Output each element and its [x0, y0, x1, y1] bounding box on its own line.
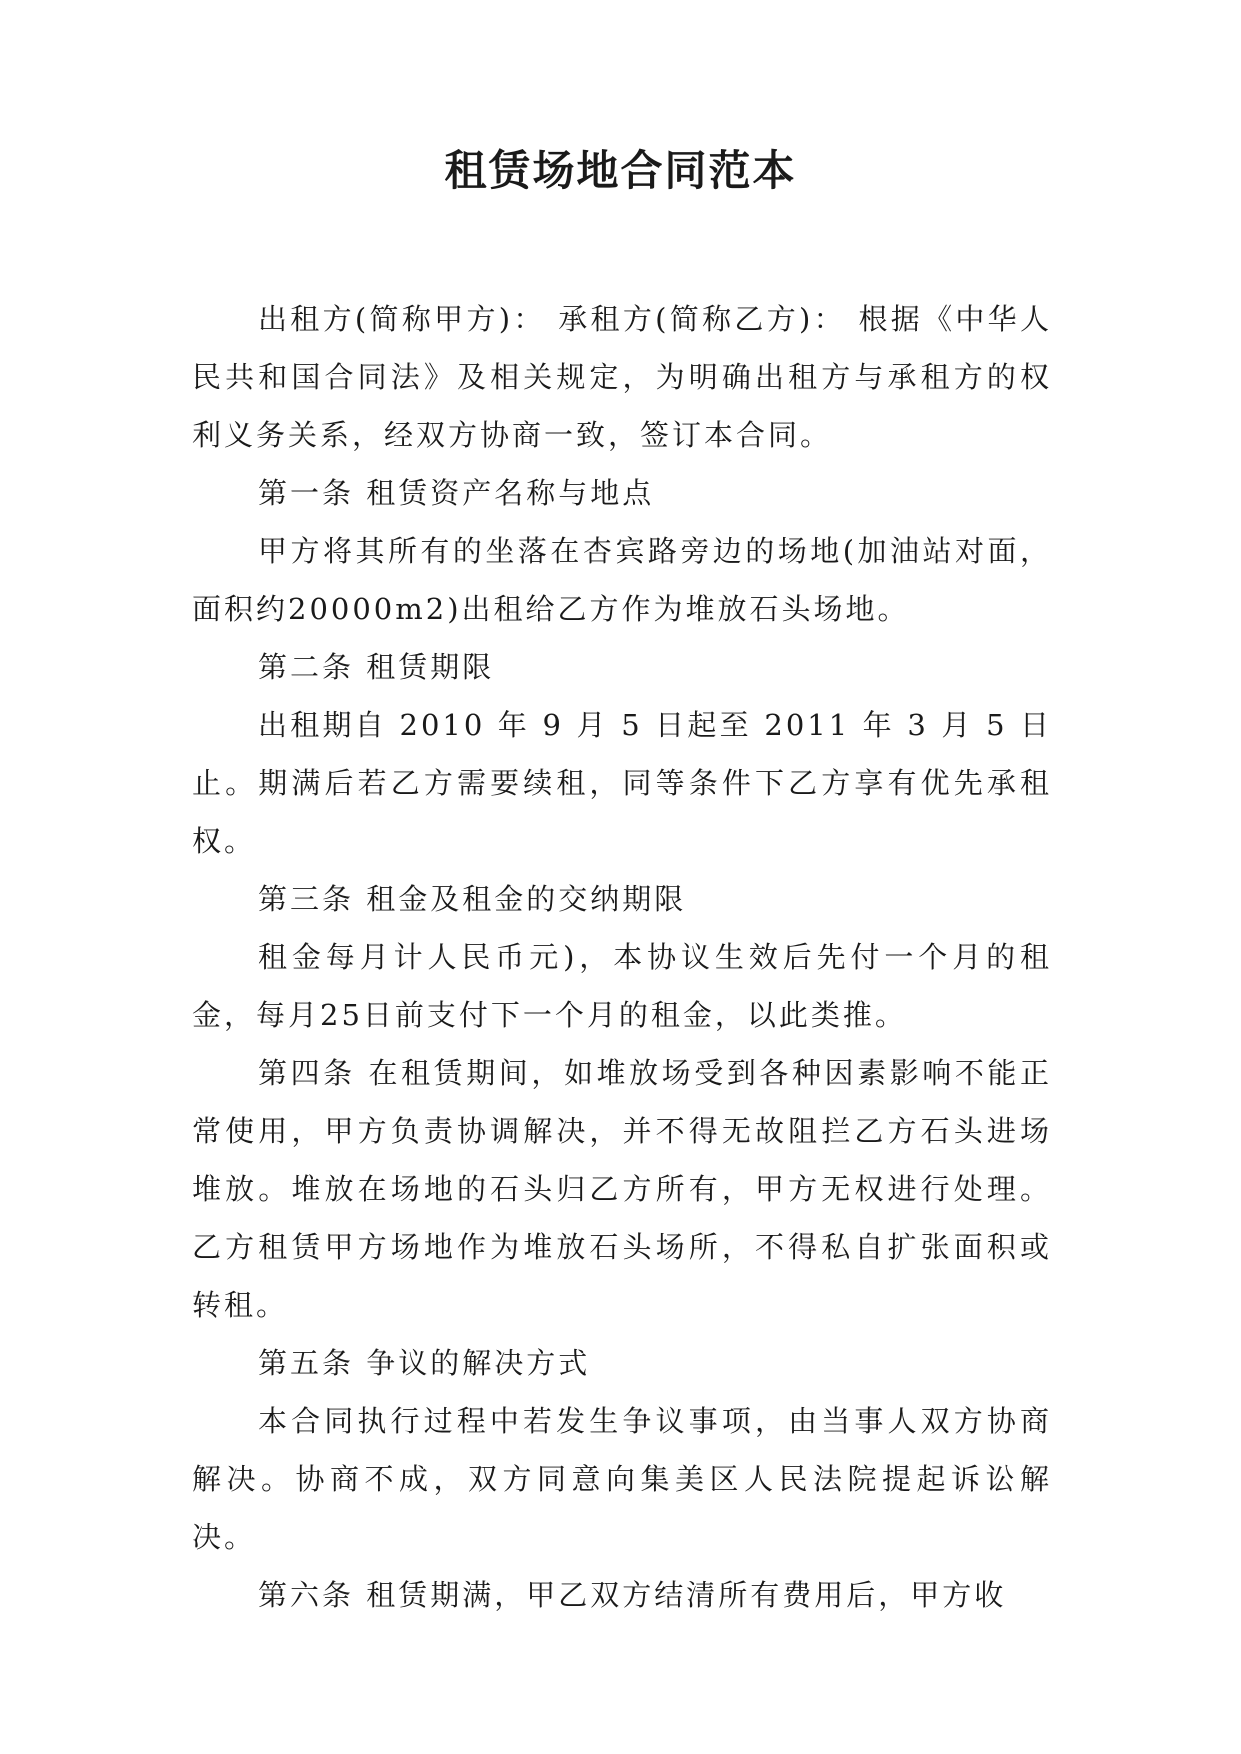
article-1-heading: 第一条 租赁资产名称与地点	[258, 476, 655, 510]
article-3-heading: 第三条 租金及租金的交纳期限	[258, 882, 687, 916]
paragraph-intro: 出租方(简称甲方)： 承租方(简称乙方)： 根据《中华人民共和国合同法》及相关规定，为明确出租方与承租方的权利义务关系，经双方协商一致，签订本合同。	[192, 302, 1052, 452]
article-2-text: 出租期自 2010 年 9 月 5 日起至 2011 年 3 月 5 日止。期满后若乙方需要续租，同等条件下乙方享有优先承租权。	[192, 708, 1052, 858]
document-body	[192, 290, 1052, 1624]
article-2-heading: 第二条 租赁期限	[258, 650, 495, 684]
article-6-text: 第六条 租赁期满，甲乙双方结清所有费用后，甲方收	[258, 1578, 1007, 1612]
article-5-heading: 第五条 争议的解决方式	[258, 1346, 591, 1380]
article-3-text: 租金每月计人民币元)，本协议生效后先付一个月的租金，每月25日前支付下一个月的租金，以此类推。	[192, 940, 1052, 1032]
article-1-text: 甲方将其所有的坐落在杏宾路旁边的场地(加油站对面，面积约20000m2)出租给乙方作为堆放石头场地。	[192, 534, 1052, 626]
document-title: 租赁场地合同范本	[444, 146, 797, 195]
article-4-text: 第四条 在租赁期间，如堆放场受到各种因素影响不能正常使用，甲方负责协调解决，并不得无故阻拦乙方石头进场堆放。堆放在场地的石头归乙方所有，甲方无权进行处理。乙方租赁甲方场地作为堆放石头场所，不得私自扩张面积或转租。	[192, 1056, 1052, 1322]
article-5-text: 本合同执行过程中若发生争议事项，由当事人双方协商解决。协商不成，双方同意向集美区人民法院提起诉讼解决。	[192, 1404, 1052, 1554]
